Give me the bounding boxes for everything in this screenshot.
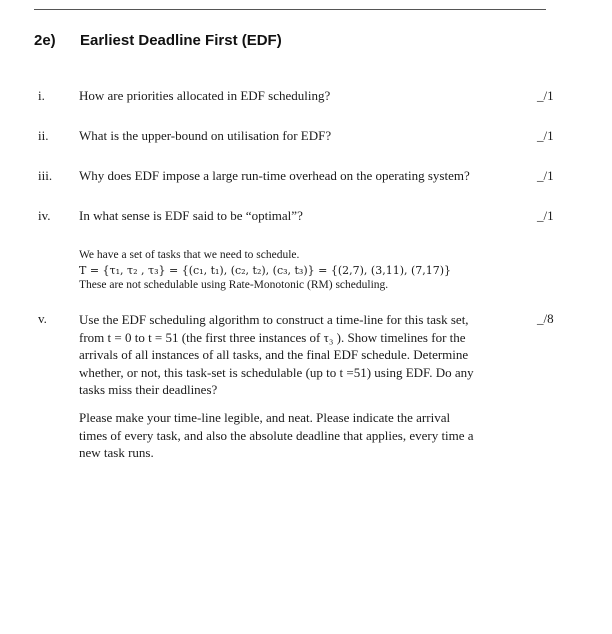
task-set-context [79, 248, 539, 293]
question-marks-iii: _/1 [537, 168, 554, 183]
context-intro: We have a set of tasks that we need to schedule. [79, 249, 300, 261]
question-marks-v: _/8 [537, 311, 554, 326]
question-text-v [79, 311, 529, 399]
question-number-iv: iv. [38, 208, 51, 223]
question-number-ii: ii. [38, 128, 49, 143]
note-line: times of every task, and also the absolute deadline that applies, every time a [79, 427, 474, 443]
question-number-iii: iii. [38, 168, 53, 183]
context-rm-note: These are not schedulable using Rate-Monotonic (RM) scheduling. [79, 279, 389, 291]
question-text-iv: In what sense is EDF said to be “optimal”? [79, 208, 303, 223]
question-v-line: whether, or not, this task-set is schedulable (up to t =51) using EDF. Do any [79, 364, 474, 380]
question-v-line: Use the EDF scheduling algorithm to construct a time-line for this task set, [79, 312, 469, 327]
question-marks-i: _/1 [537, 88, 554, 103]
question-v-line: arrivals of all instances of all tasks, and the final EDF schedule. Determine [79, 347, 469, 362]
top-rule [34, 9, 546, 10]
question-number-i: i. [38, 88, 45, 103]
legibility-note [79, 409, 529, 462]
question-marks-ii: _/1 [537, 128, 554, 143]
question-marks-iv: _/1 [537, 208, 554, 223]
task-set-equation: T = {τ₁, τ₂ , τ₃} = {(c₁, t₁), (c₂, t₂), (c₃, t₃)} = {(2,7), (3,11), (7,17)} [79, 264, 452, 277]
question-v-line: from t = 0 to t = 51 (the first three instances of τ₃ ). Show timelines for the [79, 329, 466, 345]
question-v-line: tasks miss their deadlines? [79, 382, 218, 397]
question-number-v: v. [38, 311, 47, 326]
note-line: new task runs. [79, 445, 154, 460]
question-text-i: How are priorities allocated in EDF scheduling? [79, 88, 331, 103]
section-title: Earliest Deadline First (EDF) [80, 32, 282, 49]
question-text-ii: What is the upper-bound on utilisation for EDF? [79, 128, 332, 143]
note-line: Please make your time-line legible, and neat. Please indicate the arrival [79, 410, 451, 425]
question-text-iii: Why does EDF impose a large run-time overhead on the operating system? [79, 168, 470, 183]
section-number: 2e) [34, 32, 56, 49]
